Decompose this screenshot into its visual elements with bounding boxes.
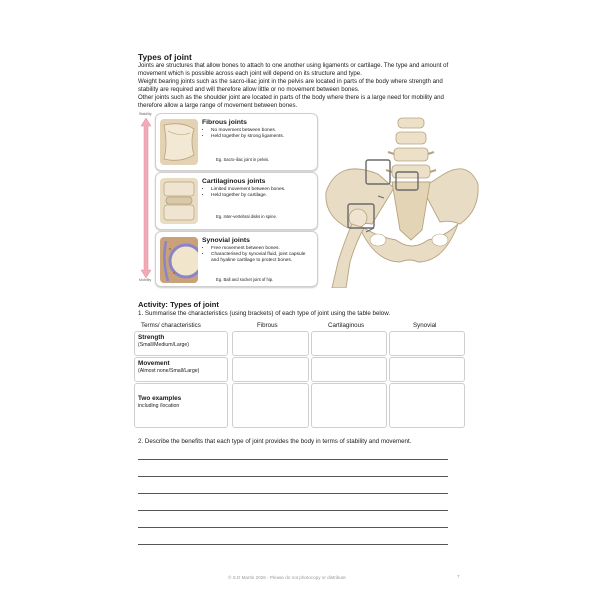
answer-cell-examples-fibrous[interactable] xyxy=(232,383,309,428)
copyright-footer: © S.D Martin 2026 - Please do not photocopy or distribute xyxy=(228,575,346,580)
card-bullets xyxy=(202,187,313,199)
answer-cell-strength-synovial[interactable] xyxy=(389,331,465,356)
pelvis-skeleton-illustration xyxy=(318,112,482,288)
table-corner-header: Terms/ characteristics xyxy=(141,322,201,329)
synovial-joint-image xyxy=(160,237,198,283)
question-1: 1. Summarise the characteristics (using brackets) of each type of joint using the table below. xyxy=(138,310,391,317)
activity-title: Activity: Types of joint xyxy=(138,300,219,309)
answer-line[interactable] xyxy=(138,527,448,528)
answer-line[interactable] xyxy=(138,459,448,460)
row-sublabel: (Almost none/Small/Large) xyxy=(138,367,200,374)
scale-bottom-label: Mobility xyxy=(139,278,152,282)
row-label-movement xyxy=(138,361,199,374)
card-title: Fibrous joints xyxy=(202,119,247,126)
answer-cell-examples-synovial[interactable] xyxy=(389,383,465,428)
card-bullets xyxy=(202,128,313,140)
row-label-strength xyxy=(138,335,189,348)
bullet-item: • Limited movement between bones. xyxy=(211,187,313,193)
answer-cell-strength-cartilaginous[interactable] xyxy=(311,331,387,356)
fibrous-joint-card xyxy=(155,113,318,171)
answer-cell-movement-synovial[interactable] xyxy=(389,357,465,382)
bullet-item: • Free movement between bones. xyxy=(211,246,313,252)
answer-cell-movement-cartilaginous[interactable] xyxy=(311,357,387,382)
column-header-fibrous: Fibrous xyxy=(257,322,278,329)
card-example: Eg. Inter-vertebral disks in spine. xyxy=(216,214,277,219)
card-example: Eg. Sacro-iliac joint in pelvis. xyxy=(216,157,270,162)
answer-line[interactable] xyxy=(138,476,448,477)
intro-paragraph: Other joints such as the shoulder joint are located in parts of the body where there is a large need for mobility and therefore allow a large range of movement between bones. xyxy=(138,93,444,109)
answer-line[interactable] xyxy=(138,493,448,494)
question-2: 2. Describe the benefits that each type of joint provides the body in terms of stability and movement. xyxy=(138,438,412,445)
section-title: Types of joint xyxy=(138,52,192,62)
card-title: Cartilaginous joints xyxy=(202,178,266,185)
fibrous-joint-image xyxy=(160,119,198,165)
row-sublabel: (Small/Medium/Large) xyxy=(138,341,190,348)
cartilaginous-joint-image xyxy=(160,178,198,224)
page-number: 7 xyxy=(457,575,460,580)
row-label: Strength xyxy=(138,334,165,341)
bullet-item: • No movement between bones. xyxy=(211,128,313,134)
bullet-item: • Held together by cartilage. xyxy=(211,193,313,199)
intro-text xyxy=(138,62,464,109)
cartilaginous-joint-card xyxy=(155,172,318,230)
synovial-joint-card xyxy=(155,231,318,287)
row-sublabel: including /location xyxy=(138,402,180,409)
answer-cell-examples-cartilaginous[interactable] xyxy=(311,383,387,428)
row-label: Two examples xyxy=(138,395,182,402)
intro-paragraph: Joints are structures that allow bones to attach to one another using ligaments or cartilage. The type and amount of movement which is possible across each joint will depend on its structure and type. xyxy=(138,62,449,77)
intro-paragraph: Weight bearing joints such as the sacro-iliac joint in the pelvis are located in parts of the body where strength and stability are required and will therefore allow little or no movement between bones. xyxy=(138,77,443,93)
scale-top-label: Stability xyxy=(139,112,152,116)
answer-cell-movement-fibrous[interactable] xyxy=(232,357,309,382)
column-header-synovial: Synovial xyxy=(413,322,437,329)
card-bullets xyxy=(202,246,313,264)
answer-cell-strength-fibrous[interactable] xyxy=(232,331,309,356)
bullet-item: • Held together by strong ligaments. xyxy=(211,134,313,140)
row-label-examples xyxy=(138,396,181,409)
column-header-cartilaginous: Cartilaginous xyxy=(328,322,365,329)
answer-line[interactable] xyxy=(138,544,448,545)
row-label: Movement xyxy=(138,360,170,367)
answer-line[interactable] xyxy=(138,510,448,511)
bullet-item: • Characterised by synovial fluid, joint capsule and hyaline cartilage to protect bones. xyxy=(211,252,313,264)
card-title: Synovial joints xyxy=(202,237,250,244)
card-example: Eg. Ball and socket joint of hip. xyxy=(216,277,274,282)
